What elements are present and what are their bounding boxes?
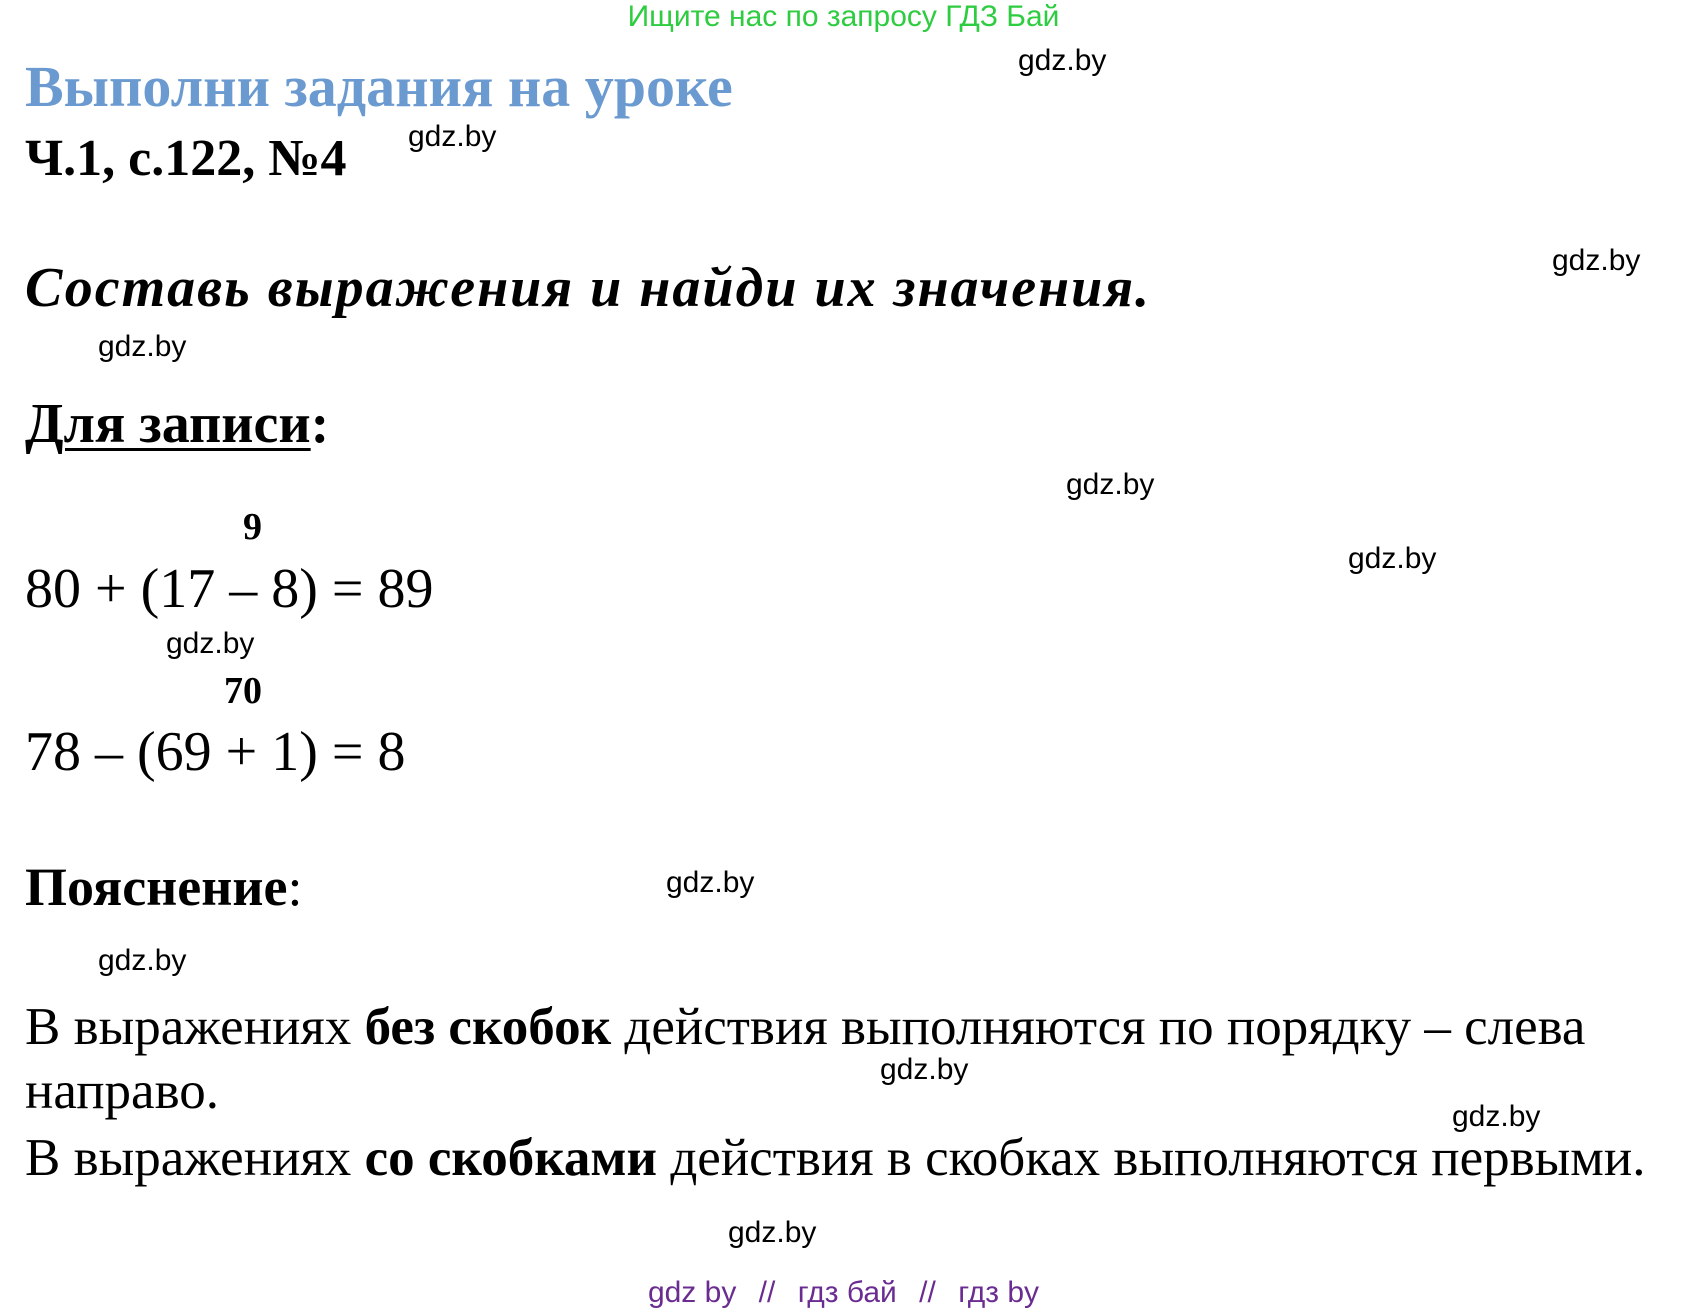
paragraph-emphasis: без скобок: [364, 998, 612, 1056]
top-banner: [0, 0, 1687, 34]
paragraph-text: действия в скобках выполняются первыми.: [657, 1129, 1646, 1187]
task-reference: Ч.1, с.122, №4: [25, 130, 347, 187]
watermark: gdz.by: [1348, 542, 1437, 575]
paragraph-text: В выражениях: [25, 998, 365, 1056]
watermark: gdz.by: [880, 1053, 969, 1086]
footer-links: [0, 1276, 1687, 1310]
watermark: gdz.by: [166, 627, 255, 660]
footer-separator: //: [758, 1276, 776, 1309]
watermark: gdz.by: [728, 1216, 817, 1249]
footer-separator: //: [919, 1276, 936, 1309]
footer-link[interactable]: гдз by: [958, 1276, 1040, 1309]
footer-link[interactable]: гдз бай: [797, 1276, 897, 1309]
watermark: gdz.by: [408, 120, 497, 153]
explanation-heading-colon: :: [287, 857, 303, 917]
expression: 80 + (17 – 8) = 89: [25, 558, 434, 620]
footer-link[interactable]: gdz by: [647, 1276, 737, 1309]
explanation-paragraph: [25, 995, 1675, 1123]
watermark: gdz.by: [98, 330, 187, 363]
watermark: gdz.by: [98, 944, 187, 977]
paragraph-text: действия выполняются по порядку – слева направо.: [25, 998, 1586, 1120]
top-banner-text: Ищите нас по запросу ГДЗ Бай: [627, 0, 1060, 33]
intermediate-result: 9: [243, 506, 262, 548]
task-instruction: Составь выражения и найди их значения.: [25, 257, 1152, 319]
record-heading-colon: :: [310, 393, 330, 455]
record-heading: [25, 392, 329, 456]
watermark: gdz.by: [1066, 468, 1155, 501]
expression: 78 – (69 + 1) = 8: [25, 721, 406, 783]
watermark: gdz.by: [1018, 44, 1107, 77]
intermediate-result: 70: [224, 670, 262, 712]
paragraph-text: В выражениях: [25, 1129, 365, 1187]
record-heading-label: Для записи: [25, 393, 311, 455]
paragraph-emphasis: со скобками: [364, 1129, 658, 1187]
explanation-heading-label: Пояснение: [25, 857, 288, 917]
watermark: gdz.by: [1452, 1100, 1541, 1133]
explanation-heading: [25, 856, 302, 918]
explanation-paragraph: [25, 1126, 1675, 1190]
watermark: gdz.by: [1552, 244, 1641, 277]
lesson-title: Выполни задания на уроке: [25, 54, 733, 119]
watermark: gdz.by: [666, 866, 755, 899]
